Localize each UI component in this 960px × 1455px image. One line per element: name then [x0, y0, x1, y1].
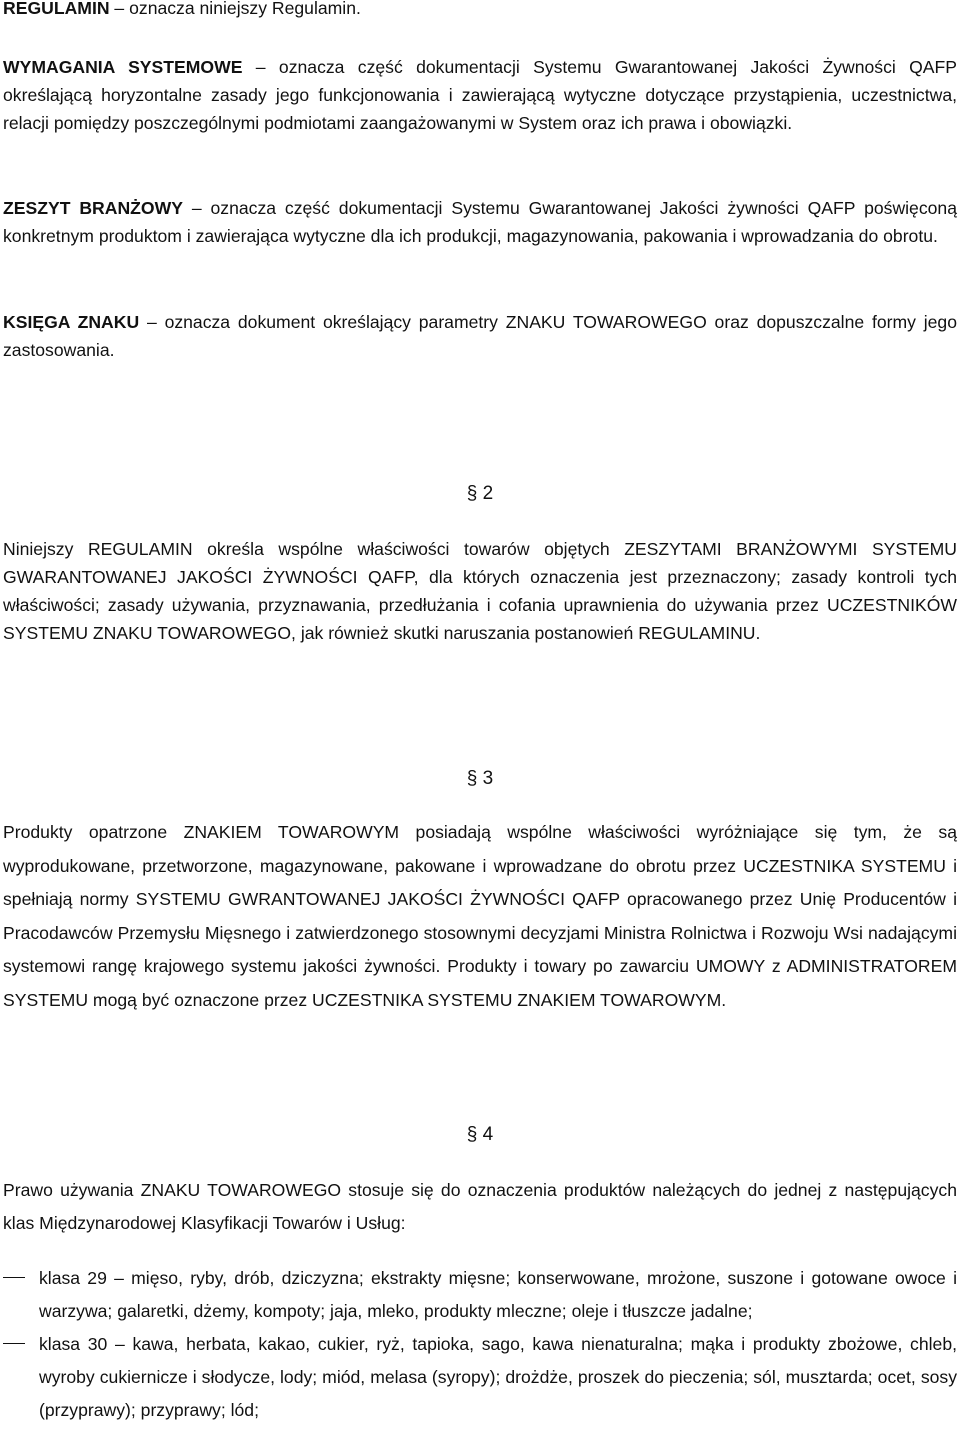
definition-term: KSIĘGA ZNAKU — [3, 312, 140, 332]
definition-zeszyt-branzowy: ZESZYT BRANŻOWY – oznacza część dokumentacji Systemu Gwarantowanej Jakości żywności QAFP poświęconą konkretnym produktom i zawierająca wytyczne dla ich produkcji, magazynowania, pakowania i wprowadzania do obrotu. — [3, 198, 957, 246]
section-heading-4: § 4 — [466, 1124, 494, 1145]
definition-term: WYMAGANIA SYSTEMOWE — [3, 57, 243, 77]
section-4-text: Prawo używania ZNAKU TOWAROWEGO stosuje się do oznaczenia produktów należących do jednej z następujących klas Międzynarodowej Klasyfikacji Towarów i Usług: — [3, 1180, 957, 1233]
definition-text: oznacza część dokumentacji Systemu Gwarantowanej Jakości Żywności QAFP określającą horyzontalne zasady jego funkcjonowania i zawierającą wytyczne dotyczące przystąpienia, uczestnictwa, relacji pomiędzy poszczególnymi podmiotami zaangażowanymi w System oraz ich prawa i obowiązki. — [3, 57, 958, 133]
definition-text: oznacza niniejszy Regulamin. — [129, 0, 361, 18]
section-3-text: Produkty opatrzone ZNAKIEM TOWAROWYM posiadają wspólne właściwości wyróżniające się tym, że są wyprodukowane, przetworzone, magazynowane, pakowane i wprowadzane do obrotu przez UCZESTNIKA SYSTEMU i spełniają normy SYSTEMU GWRANTOWANEJ JAKOŚCI ŻYWNOŚCI QAFP opracowanego przez Unię Producentów i Pracodawców Przemysłu Mięsnego i zatwierdzonego stosownymi decyzjami Ministra Rolnictwa i Rozwoju Wsi nadającymi systemowi rangę krajowego systemu jakości żywności. Produkty i towary po zawarciu UMOWY z ADMINISTRATOREM SYSTEMU mogą być oznaczone przez UCZESTNIKA SYSTEMU ZNAKIEM TOWAROWYM. — [3, 822, 957, 1010]
definition-term: REGULAMIN — [3, 0, 110, 18]
section-heading-2: § 2 — [466, 483, 494, 504]
definition-regulamin: REGULAMIN – oznacza niniejszy Regulamin. — [3, 0, 361, 18]
dash-bullet-icon — [3, 1343, 25, 1344]
definition-wymagania-systemowe: WYMAGANIA SYSTEMOWE – oznacza część dokumentacji Systemu Gwarantowanej Jakości Żywności QAFP określającą horyzontalne zasady jego funkcjonowania i zawierającą wytyczne dotyczące przystąpienia, uczestnictwa, relacji pomiędzy poszczególnymi podmiotami zaangażowanymi w System oraz ich prawa i obowiązki. — [3, 57, 958, 133]
list-item: klasa 29 – mięso, ryby, drób, dziczyzna; ekstrakty mięsne; konserwowane, mrożone, suszone i gotowane owoce i warzywa; galaretki, dżemy, kompoty; jaja, mleko, produkty mleczne; oleje i tłuszcze jadalne; — [3, 1262, 957, 1328]
list-item: klasa 30 – kawa, herbata, kakao, cukier, ryż, tapioka, sago, kawa nienaturalna; mąka i produkty zbożowe, chleb, wyroby cukiernicze i słodycze, lody; miód, melasa (syropy); drożdże, proszek do pieczenia; sól, musztarda; ocet, sosy (przyprawy); przyprawy; lód; — [3, 1328, 957, 1427]
dash-bullet-icon — [3, 1277, 25, 1278]
definition-text: oznacza część dokumentacji Systemu Gwarantowanej Jakości żywności QAFP poświęconą konkretnym produktom i zawierająca wytyczne dla ich produkcji, magazynowania, pakowania i wprowadzania do obrotu. — [3, 198, 957, 246]
goods-class-list — [3, 1262, 957, 1427]
definition-term: ZESZYT BRANŻOWY — [3, 198, 183, 218]
definition-text: oznacza dokument określający parametry ZNAKU TOWAROWEGO oraz dopuszczalne formy jego zastosowania. — [3, 312, 958, 360]
section-heading-3: § 3 — [466, 768, 494, 789]
section-2-text: Niniejszy REGULAMIN określa wspólne właściwości towarów objętych ZESZYTAMI BRANŻOWYMI SYSTEMU GWARANTOWANEJ JAKOŚCI ŻYWNOŚCI QAFP, dla których oznaczenia jest przeznaczony; zasady kontroli tych właściwości; zasady używania, przyznawania, przedłużania i cofania uprawnienia do używania przez UCZESTNIKÓW SYSTEMU ZNAKU TOWAROWEGO, jak również skutki naruszania postanowień REGULAMINU. — [3, 539, 957, 643]
definition-ksiega-znaku: KSIĘGA ZNAKU – oznacza dokument określający parametry ZNAKU TOWAROWEGO oraz dopuszczalne formy jego zastosowania. — [3, 312, 958, 360]
